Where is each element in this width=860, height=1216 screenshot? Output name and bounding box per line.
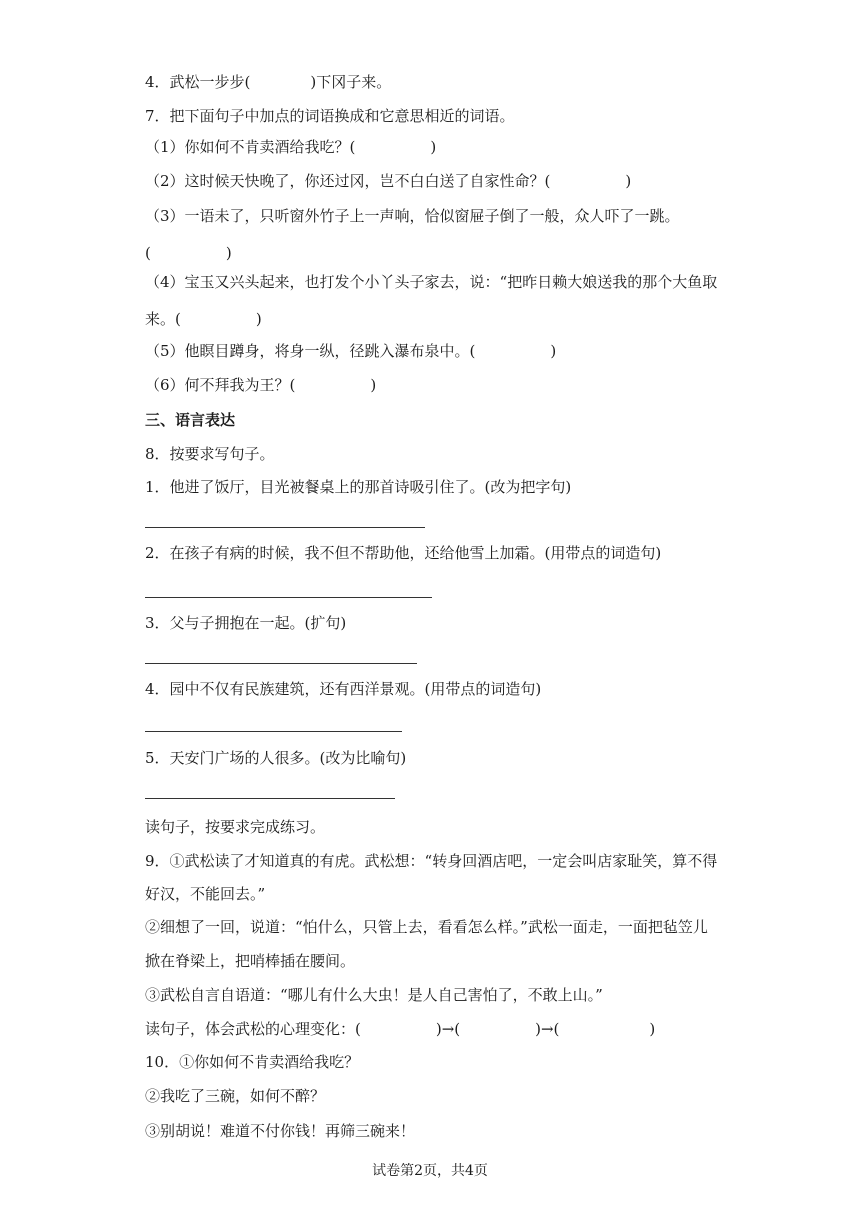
q7-item-3-blank: ( ) [145,244,232,262]
q9-para-1: 9．①武松读了才知道真的有虎。武松想：“转身回酒店吧，一定会叫店家耻笑，算不得 [145,852,718,870]
q8-item-2: 2．在孩子有病的时候，我不但不帮助他，还给他雪上加霜。(用带点的词造句) [145,544,662,562]
q7-item-1: （1）你如何不肯卖酒给我吃？( ) [145,138,437,156]
q8-item-1: 1．他进了饭厅，目光被餐桌上的那首诗吸引住了。(改为把字句) [145,478,572,496]
q7-item-3: （3）一语未了，只听窗外竹子上一声响，恰似窗屉子倒了一般，众人吓了一跳。 [145,207,680,225]
reading-instruction: 读句子，按要求完成练习。 [145,818,326,836]
q8-item-4: 4．园中不仅有民族建筑，还有西洋景观。(用带点的词造句) [145,680,542,698]
q10-item-3: ③别胡说！难道不付你钱！再筛三碗来！ [145,1122,416,1140]
q4-sub-line: 4．武松一步步( )下冈子来。 [145,73,392,91]
q9-para-2: ②细想了一回，说道：“怕什么，只管上去，看看怎么样。”武松一面走，一面把毡笠儿 [145,918,708,936]
q9-para-1-cont: 好汉，不能回去。” [145,885,266,903]
page-footer: 试卷第2页，共4页 [372,1163,488,1179]
q7-item-6: （6）何不拜我为王？( ) [145,376,377,394]
q8-item-3: 3．父与子拥抱在一起。(扩句) [145,614,347,632]
q7-item-5: （5）他瞑目蹲身，将身一纵，径跳入瀑布泉中。( ) [145,342,557,360]
q9-para-2-cont: 掀在脊梁上，把哨棒插在腰间。 [145,952,356,970]
answer-line-5[interactable] [145,798,395,799]
q8-item-5: 5．天安门广场的人很多。(改为比喻句) [145,749,407,767]
q9-para-3: ③武松自言自语道：“哪儿有什么大虫！是人自己害怕了，不敢上山。” [145,986,603,1004]
q10-item-1: 10．①你如何不肯卖酒给我吃？ [145,1053,360,1071]
answer-line-4[interactable] [145,731,402,732]
answer-line-2[interactable] [145,597,432,598]
q10-item-2: ②我吃了三碗，如何不醉？ [145,1087,326,1105]
section-heading: 三、语言表达 [145,411,236,429]
q7-item-4: （4）宝玉又兴头起来，也打发个小丫头子家去，说：“把昨日赖大娘送我的那个大鱼取 [145,273,718,291]
q7-item-2: （2）这时候天快晚了，你还过冈，岂不白白送了自家性命？( ) [145,172,632,190]
q7-item-4-cont: 来。( ) [145,310,262,328]
q9-question: 读句子，体会武松的心理变化：( )→( )→( ) [145,1020,656,1038]
q8-prompt: 8．按要求写句子。 [145,445,275,463]
answer-line-3[interactable] [145,663,417,664]
answer-line-1[interactable] [145,527,425,528]
q7-prompt: 7．把下面句子中加点的词语换成和它意思相近的词语。 [145,107,515,125]
